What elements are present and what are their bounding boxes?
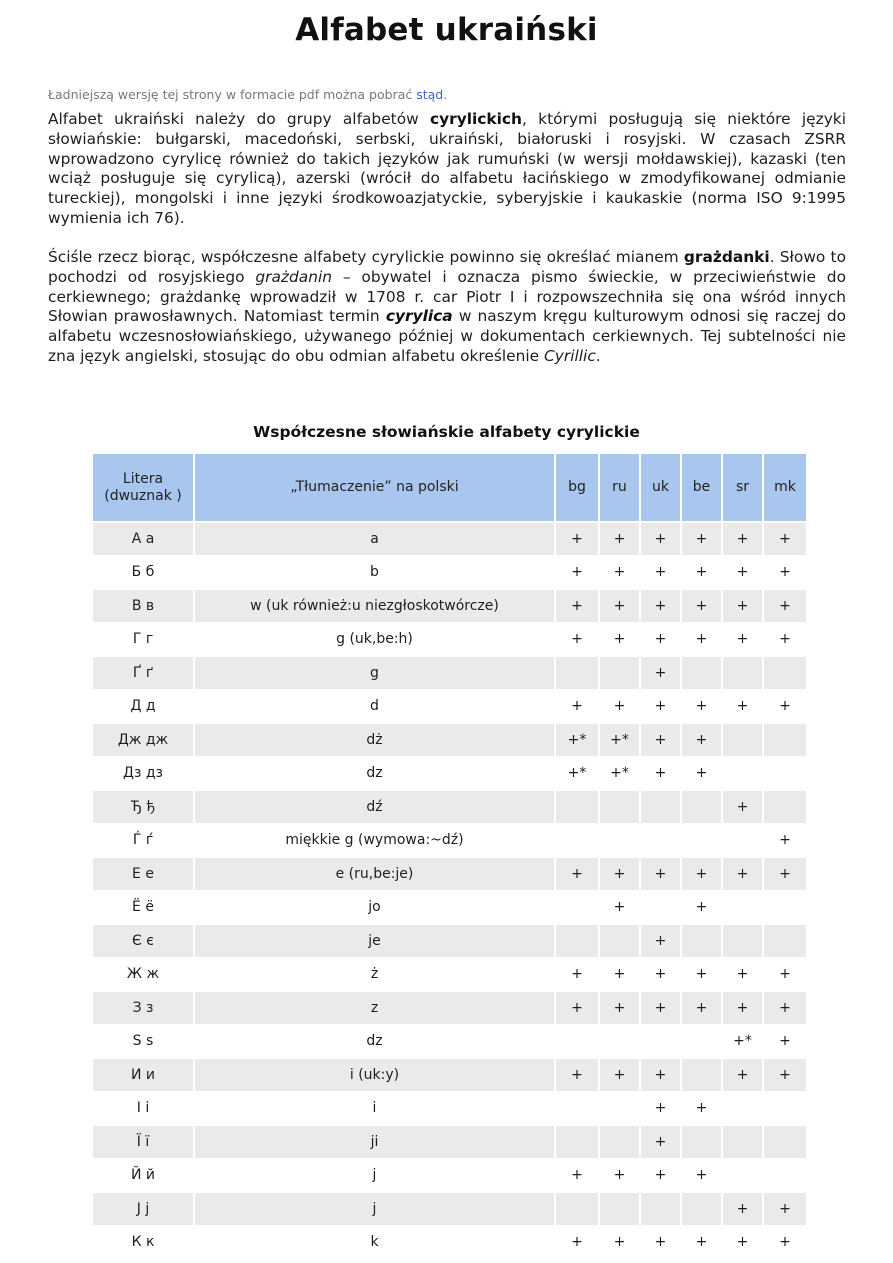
cell-be	[682, 825, 721, 857]
cell-be: +	[682, 557, 721, 589]
cell-bg: +*	[556, 724, 598, 756]
cell-uk: +	[641, 590, 680, 622]
cell-mk: +	[764, 992, 806, 1024]
cell-uk: +	[641, 925, 680, 957]
cell-translation: dz	[195, 758, 554, 790]
cell-letter: Дж дж	[93, 724, 193, 756]
cell-bg	[556, 657, 598, 689]
cell-bg: +*	[556, 758, 598, 790]
paragraph-segment: w naszym kręgu kulturowym odnosi się raczej do alfabetu wczesnosłowiańskiego, używanego później w dokumentach cerkiewnych. Tej subtelności nie zna język angielski, stosując do obu odmian alfabetu określenie	[48, 307, 846, 365]
cell-be: +	[682, 758, 721, 790]
cell-ru: +*	[600, 724, 639, 756]
table-row	[93, 1059, 806, 1091]
cell-sr: +	[723, 959, 762, 991]
header-bg: bg	[556, 454, 598, 521]
cell-bg: +	[556, 1160, 598, 1192]
cell-sr	[723, 758, 762, 790]
cell-letter: Ѓ ѓ	[93, 825, 193, 857]
cell-translation: k	[195, 1227, 554, 1259]
cell-be: +	[682, 959, 721, 991]
cell-sr	[723, 892, 762, 924]
table-row	[93, 992, 806, 1024]
cell-ru: +	[600, 1227, 639, 1259]
cell-letter: Ї ї	[93, 1126, 193, 1158]
cell-mk	[764, 892, 806, 924]
cell-mk: +	[764, 959, 806, 991]
header-sr: sr	[723, 454, 762, 521]
table-row	[93, 858, 806, 890]
paragraph-segment: .	[595, 346, 601, 365]
cell-uk: +	[641, 1227, 680, 1259]
cell-be	[682, 1193, 721, 1225]
cell-translation: a	[195, 523, 554, 555]
cell-be: +	[682, 892, 721, 924]
cell-be	[682, 1026, 721, 1058]
cell-bg	[556, 825, 598, 857]
cell-translation: d	[195, 691, 554, 723]
cell-bg	[556, 925, 598, 957]
cell-uk	[641, 1193, 680, 1225]
cell-ru	[600, 1026, 639, 1058]
table-row	[93, 825, 806, 857]
header-be: be	[682, 454, 721, 521]
table-row	[93, 1093, 806, 1125]
cell-bg: +	[556, 858, 598, 890]
cell-translation: dz	[195, 1026, 554, 1058]
cell-translation: jo	[195, 892, 554, 924]
cell-letter: К к	[93, 1227, 193, 1259]
cell-bg: +	[556, 992, 598, 1024]
cell-letter: Дз дз	[93, 758, 193, 790]
header-mk: mk	[764, 454, 806, 521]
cell-translation: i (uk:y)	[195, 1059, 554, 1091]
cell-be	[682, 925, 721, 957]
cell-ru: +	[600, 557, 639, 589]
cell-letter: А а	[93, 523, 193, 555]
table-row	[93, 557, 806, 589]
pdf-download-link[interactable]: stąd	[416, 87, 444, 102]
cell-mk	[764, 791, 806, 823]
cell-letter: Ґ ґ	[93, 657, 193, 689]
cell-ru: +	[600, 590, 639, 622]
cell-mk: +	[764, 523, 806, 555]
cell-translation: b	[195, 557, 554, 589]
cell-uk	[641, 825, 680, 857]
cell-ru: +	[600, 624, 639, 656]
cell-be: +	[682, 992, 721, 1024]
cell-mk: +	[764, 1193, 806, 1225]
cell-sr	[723, 1126, 762, 1158]
cell-ru	[600, 825, 639, 857]
cell-ru	[600, 1093, 639, 1125]
cell-mk	[764, 657, 806, 689]
cell-be: +	[682, 724, 721, 756]
cell-ru	[600, 791, 639, 823]
cell-bg: +	[556, 691, 598, 723]
cell-bg	[556, 892, 598, 924]
cell-translation: miękkie g (wymowa:~dź)	[195, 825, 554, 857]
cell-sr	[723, 825, 762, 857]
cell-mk	[764, 925, 806, 957]
intro-paragraph	[48, 110, 846, 229]
cell-letter: Ё ё	[93, 892, 193, 924]
cell-mk	[764, 1160, 806, 1192]
cell-uk: +	[641, 992, 680, 1024]
cell-be: +	[682, 523, 721, 555]
cell-bg	[556, 791, 598, 823]
cell-mk: +	[764, 691, 806, 723]
cell-letter: Й й	[93, 1160, 193, 1192]
cell-mk: +	[764, 557, 806, 589]
cell-bg	[556, 1026, 598, 1058]
cell-be: +	[682, 858, 721, 890]
cell-be	[682, 1059, 721, 1091]
cell-uk: +	[641, 959, 680, 991]
table-row	[93, 691, 806, 723]
cell-letter: В в	[93, 590, 193, 622]
table-row	[93, 1126, 806, 1158]
cell-bg	[556, 1093, 598, 1125]
cell-letter: Ђ ђ	[93, 791, 193, 823]
cell-be: +	[682, 1227, 721, 1259]
table-row	[93, 892, 806, 924]
table-header-row	[93, 454, 806, 521]
paragraph-segment: cyrylickich	[429, 110, 523, 128]
pdf-note-text: Ładniejszą wersję tej strony w formacie pdf można pobrać	[48, 87, 417, 102]
cell-mk: +	[764, 1227, 806, 1259]
paragraph-segment: grażdanki	[683, 248, 770, 266]
cell-bg: +	[556, 624, 598, 656]
cell-uk: +	[641, 691, 680, 723]
cell-ru	[600, 925, 639, 957]
cell-bg: +	[556, 1227, 598, 1259]
cell-letter: І і	[93, 1093, 193, 1125]
cell-translation: je	[195, 925, 554, 957]
cell-letter: Б б	[93, 557, 193, 589]
cell-letter: З з	[93, 992, 193, 1024]
cell-bg: +	[556, 1059, 598, 1091]
cell-mk: +	[764, 858, 806, 890]
table-row	[93, 1026, 806, 1058]
pdf-download-note	[48, 87, 447, 102]
paragraph-segment: cyrylica	[385, 307, 453, 326]
cell-uk: +	[641, 1126, 680, 1158]
paragraph-segment: grażdanin	[255, 267, 332, 286]
cell-be: +	[682, 691, 721, 723]
cell-bg: +	[556, 590, 598, 622]
cell-bg	[556, 1126, 598, 1158]
cell-uk: +	[641, 657, 680, 689]
cell-uk	[641, 791, 680, 823]
cell-sr: +	[723, 590, 762, 622]
cell-ru	[600, 1126, 639, 1158]
grazdanka-paragraph	[48, 248, 846, 367]
cell-ru: +	[600, 691, 639, 723]
cell-letter: Ѕ ѕ	[93, 1026, 193, 1058]
table-row	[93, 1160, 806, 1192]
header-translation: „Tłumaczenie” na polski	[195, 454, 554, 521]
cell-uk: +	[641, 1160, 680, 1192]
page-title: Alfabet ukraiński	[295, 12, 598, 48]
cell-uk: +	[641, 523, 680, 555]
cell-mk	[764, 724, 806, 756]
cell-ru: +	[600, 992, 639, 1024]
alphabet-table	[91, 452, 808, 1260]
table-row	[93, 724, 806, 756]
cell-mk: +	[764, 590, 806, 622]
cell-be	[682, 791, 721, 823]
table-row	[93, 791, 806, 823]
table-row	[93, 1227, 806, 1259]
cell-sr: +	[723, 624, 762, 656]
cell-bg: +	[556, 557, 598, 589]
paragraph-segment: , którymi posługują się niektóre języki słowiańskie: bułgarski, macedoński, serbski, ukraiński, białoruski i rosyjski. W czasach ZSRR wprowadzono cyrylicę również do takich języków jak rumuński (w wersji mołdawskiej), kazaski (ten wciąż posługuje się cyrylicą), azerski (wrócił do alfabetu łacińskiego w zmodyfikowanej odmianie tureckiej), mongolski i inne języki środkowoazjatyckie, syberyjskie i kaukaskie (norma ISO 9:1995 wymienia ich 76).	[48, 110, 846, 227]
paragraph-segment: Ściśle rzecz biorąc, współczesne alfabety cyrylickie powinno się określać mianem	[48, 248, 684, 266]
cell-bg: +	[556, 959, 598, 991]
table-row	[93, 925, 806, 957]
cell-translation: ż	[195, 959, 554, 991]
cell-be	[682, 1126, 721, 1158]
cell-mk: +	[764, 825, 806, 857]
pdf-note-end: .	[443, 87, 448, 102]
cell-sr: +*	[723, 1026, 762, 1058]
cell-sr	[723, 1160, 762, 1192]
cell-sr: +	[723, 1059, 762, 1091]
cell-be: +	[682, 1160, 721, 1192]
cell-ru: +*	[600, 758, 639, 790]
cell-uk: +	[641, 1059, 680, 1091]
cell-translation: dź	[195, 791, 554, 823]
cell-uk: +	[641, 858, 680, 890]
cell-letter: Є є	[93, 925, 193, 957]
table-row	[93, 1193, 806, 1225]
table-row	[93, 959, 806, 991]
cell-mk: +	[764, 1059, 806, 1091]
cell-translation: g (uk,be:h)	[195, 624, 554, 656]
cell-translation: w (uk również:u niezgłoskotwórcze)	[195, 590, 554, 622]
header-uk: uk	[641, 454, 680, 521]
cell-translation: j	[195, 1160, 554, 1192]
cell-uk: +	[641, 1093, 680, 1125]
cell-sr	[723, 925, 762, 957]
cell-letter: Ж ж	[93, 959, 193, 991]
cell-sr: +	[723, 992, 762, 1024]
cell-be	[682, 657, 721, 689]
cell-bg: +	[556, 523, 598, 555]
cell-sr	[723, 657, 762, 689]
cell-mk	[764, 1126, 806, 1158]
cell-sr: +	[723, 523, 762, 555]
cell-ru	[600, 1193, 639, 1225]
paragraph-segment: . Słowo to pochodzi od rosyjskiego	[48, 248, 846, 286]
cell-uk	[641, 892, 680, 924]
cell-sr	[723, 724, 762, 756]
cell-letter: И и	[93, 1059, 193, 1091]
cell-letter: Г г	[93, 624, 193, 656]
cell-uk	[641, 1026, 680, 1058]
cell-letter: Е е	[93, 858, 193, 890]
cell-bg	[556, 1193, 598, 1225]
cell-sr: +	[723, 1193, 762, 1225]
paragraph-segment: – obywatel i oznacza pismo świeckie, w przeciwieństwie do cerkiewnego; grażdankę wprowadził w 1708 r. car Piotr I i rozpowszechniła się ona wśród innych Słowian prawosławnych. Natomiast termin	[48, 267, 846, 326]
cell-translation: e (ru,be:je)	[195, 858, 554, 890]
cell-translation: i	[195, 1093, 554, 1125]
cell-sr: +	[723, 858, 762, 890]
cell-ru: +	[600, 858, 639, 890]
cell-be: +	[682, 1093, 721, 1125]
paragraph-segment: Cyrillic	[544, 346, 596, 365]
table-row	[93, 590, 806, 622]
cell-ru: +	[600, 1160, 639, 1192]
cell-translation: dż	[195, 724, 554, 756]
paragraph-segment: Alfabet ukraiński należy do grupy alfabetów	[48, 110, 430, 128]
cell-mk	[764, 758, 806, 790]
header-letter: Litera (dwuznak )	[93, 454, 193, 521]
cell-letter: Д д	[93, 691, 193, 723]
cell-sr: +	[723, 1227, 762, 1259]
cell-translation: z	[195, 992, 554, 1024]
cell-mk: +	[764, 1026, 806, 1058]
cell-uk: +	[641, 758, 680, 790]
cell-uk: +	[641, 724, 680, 756]
table-row	[93, 657, 806, 689]
table-row	[93, 523, 806, 555]
cell-be: +	[682, 624, 721, 656]
cell-mk: +	[764, 624, 806, 656]
cell-uk: +	[641, 624, 680, 656]
cell-letter: Ј ј	[93, 1193, 193, 1225]
cell-ru: +	[600, 892, 639, 924]
cell-ru: +	[600, 523, 639, 555]
cell-sr: +	[723, 557, 762, 589]
cell-mk	[764, 1093, 806, 1125]
cell-uk: +	[641, 557, 680, 589]
cell-be: +	[682, 590, 721, 622]
cell-ru: +	[600, 1059, 639, 1091]
cell-sr: +	[723, 691, 762, 723]
cell-sr: +	[723, 791, 762, 823]
cell-translation: j	[195, 1193, 554, 1225]
cell-translation: ji	[195, 1126, 554, 1158]
table-row	[93, 758, 806, 790]
header-ru: ru	[600, 454, 639, 521]
cell-translation: g	[195, 657, 554, 689]
table-row	[93, 624, 806, 656]
cell-sr	[723, 1093, 762, 1125]
table-title: Współczesne słowiańskie alfabety cyrylickie	[253, 423, 640, 441]
cell-ru: +	[600, 959, 639, 991]
cell-ru	[600, 657, 639, 689]
